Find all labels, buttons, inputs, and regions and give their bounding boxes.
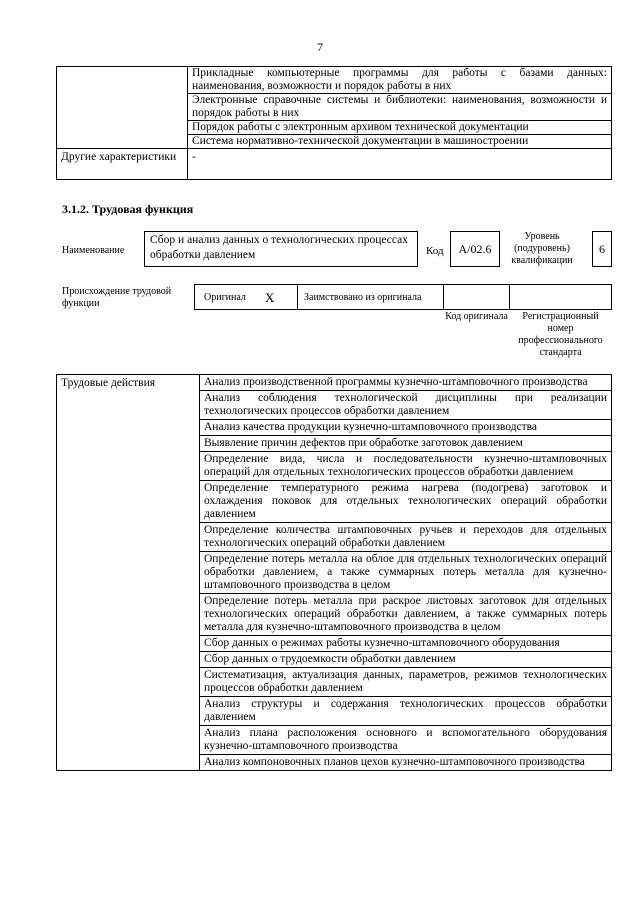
borrowed-label: Заимствовано из оригинала	[304, 292, 422, 303]
original-cell	[194, 284, 298, 310]
action-item: Анализ плана расположения основного и вспомогательного оборудования кузнечно-штамповочного производства	[200, 726, 612, 755]
knowledge-row: Прикладные компьютерные программы для работы с базами данных: наименования, возможности и порядок работы в них	[188, 67, 612, 94]
action-item: Определение температурного режима нагрева (подогрева) заготовок и охлаждения поковок для отдельных технологических операций обработки давлением	[200, 481, 612, 523]
other-characteristics-label: Другие характеристики	[57, 149, 188, 180]
action-item: Определение потерь металла при раскрое листовых заготовок для отдельных технологических операций обработки давлением, а также суммарных потерь металла для кузнечно-штамповочного производства в целом	[200, 594, 612, 636]
original-code-cell	[443, 284, 510, 310]
labour-actions-table	[56, 374, 612, 771]
section-title: 3.1.2. Трудовая функция	[62, 202, 194, 216]
knowledge-row: Электронные справочные системы и библиотеки: наименования, возможности и порядок работы в них	[188, 94, 612, 121]
labour-actions-label: Трудовые действия	[57, 375, 200, 771]
other-characteristics-value: -	[188, 149, 612, 180]
knowledge-row: Система нормативно-технической документации в машиностроении	[188, 135, 612, 149]
action-item: Анализ компоновочных планов цехов кузнечно-штамповочного производства	[200, 755, 612, 771]
code-caption: Код оригинала	[445, 311, 508, 322]
action-item: Сбор данных о трудоемкости обработки давлением	[200, 652, 612, 668]
function-code: A/02.6	[450, 231, 500, 267]
action-item: Систематизация, актуализация данных, параметров, режимов технологических процессов обработки давлением	[200, 668, 612, 697]
level-label: Уровень (подуровень) квалификации	[511, 231, 573, 266]
action-item: Анализ производственной программы кузнечно-штамповочного производства	[200, 375, 612, 391]
knowledge-row: Порядок работы с электронным архивом технической документации	[188, 121, 612, 135]
action-item: Выявление причин дефектов при обработке заготовок давлением	[200, 436, 612, 452]
origin-label: Происхождение трудовой функции	[62, 286, 172, 309]
knowledge-table	[56, 66, 612, 180]
action-item: Анализ качества продукции кузнечно-штамповочного производства	[200, 420, 612, 436]
code-label: Код	[426, 245, 444, 257]
empty-label-cell	[57, 67, 188, 149]
action-item: Анализ структуры и содержания технологических процессов обработки давлением	[200, 697, 612, 726]
action-item: Определение количества штамповочных ручьев и переходов для отдельных технологических операций обработки давлением	[200, 523, 612, 552]
name-label: Наименование	[62, 245, 125, 256]
action-item: Сбор данных о режимах работы кузнечно-штамповочного оборудования	[200, 636, 612, 652]
level-value: 6	[592, 231, 612, 267]
function-name: Сбор и анализ данных о технологических процессах обработки давлением	[144, 231, 418, 267]
action-item: Анализ соблюдения технологической дисциплины при реализации технологических процессов обработки давлением	[200, 391, 612, 420]
original-mark: X	[265, 290, 275, 305]
original-label: Оригинал	[204, 292, 246, 303]
borrowed-cell	[297, 284, 444, 310]
action-item: Определение потерь металла на облое для отдельных технологических операций обработки давлением, а также суммарных потерь металла для кузнечно-штамповочного производства в целом	[200, 552, 612, 594]
reg-caption: Регистрационный номер профессионального стандарта	[518, 311, 603, 358]
reg-number-cell	[509, 284, 612, 310]
action-item: Определение вида, числа и последовательности кузнечно-штамповочных операций для отдельных технологических процессов обработки давлением	[200, 452, 612, 481]
page-number: 7	[317, 40, 323, 54]
